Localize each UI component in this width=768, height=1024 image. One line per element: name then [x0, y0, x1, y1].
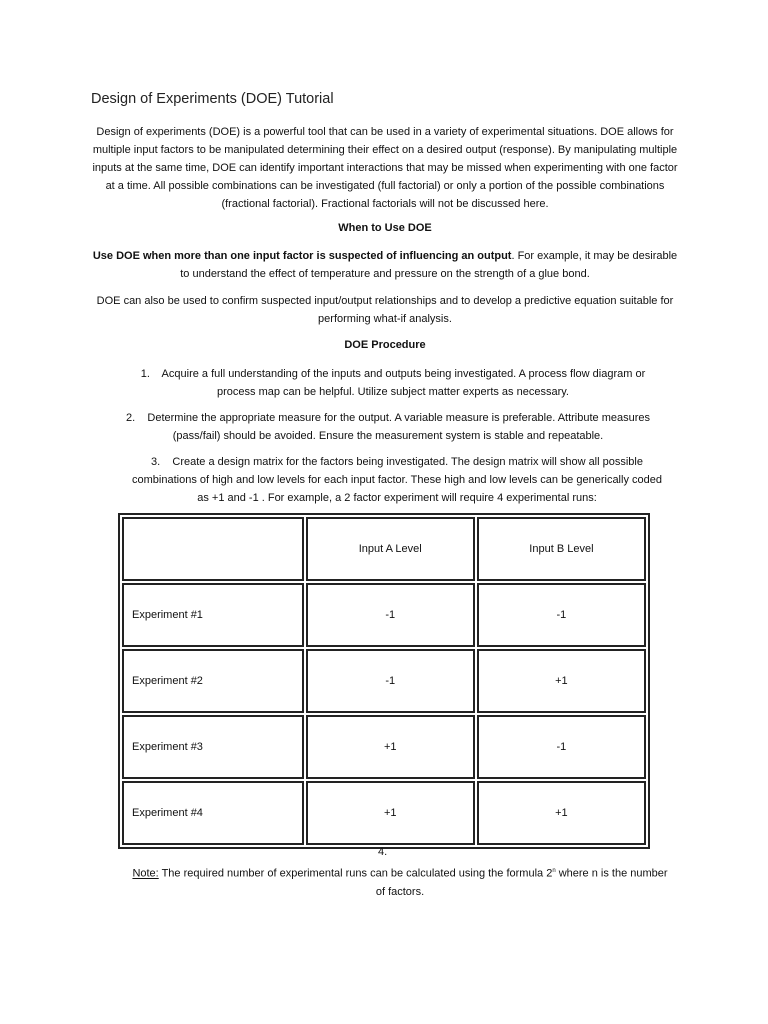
- step-text: Create a design matrix for the factors being investigated. The design matrix will show all possible combinations of high and low levels for each input factor. These high and low levels can be generically coded as +1 and -1 . For example, a 2 factor experiment will require 4 experimental runs:: [132, 456, 662, 504]
- procedure-step-1: [128, 365, 658, 401]
- note-label: Note:: [132, 867, 159, 880]
- note-exponent: n: [552, 868, 556, 874]
- table-row: [122, 781, 646, 845]
- step-4-number: 4.: [378, 846, 388, 858]
- table-header-cell: [122, 517, 304, 581]
- table-cell: +1: [306, 781, 475, 845]
- table-cell: -1: [477, 715, 646, 779]
- procedure-step-2: [118, 409, 658, 445]
- table-cell: +1: [477, 649, 646, 713]
- note-paragraph: [130, 862, 670, 901]
- page-title: Design of Experiments (DOE) Tutorial: [91, 91, 334, 107]
- table-cell: Experiment #3: [122, 715, 304, 779]
- table-cell: -1: [306, 583, 475, 647]
- table-cell: +1: [477, 781, 646, 845]
- table-header-cell: Input A Level: [306, 517, 475, 581]
- table-row: [122, 649, 646, 713]
- design-matrix-table: [118, 513, 650, 849]
- table-cell: +1: [306, 715, 475, 779]
- when-to-use-paragraph: [90, 247, 680, 283]
- table-cell: Experiment #1: [122, 583, 304, 647]
- table-header-row: [122, 517, 646, 581]
- table-row: [122, 715, 646, 779]
- step-number: 1.: [140, 368, 150, 380]
- step-number: 3.: [150, 456, 161, 468]
- step-number: 2.: [125, 412, 136, 424]
- confirm-paragraph: DOE can also be used to confirm suspected input/output relationships and to develop a predictive equation suitable for performing what-if analysis.: [96, 295, 674, 325]
- step-text: Determine the appropriate measure for the output. A variable measure is preferable. Attribute measures (pass/fail) should be avoided. Ensure the measurement system is stable and repeatable.: [147, 412, 651, 442]
- step-text: Acquire a full understanding of the inputs and outputs being investigated. A process flow diagram or process map can be helpful. Utilize subject matter experts as necessary.: [161, 368, 646, 398]
- table-header-cell: Input B Level: [477, 517, 646, 581]
- intro-paragraph: Design of experiments (DOE) is a powerful tool that can be used in a variety of experimental situations. DOE allows for multiple input factors to be manipulated determining their effect on a desired output (response). By manipulating multiple inputs at the same time, DOE can identify important interactions that may be missed when experimenting with one factor at a time. All possible combinations can be investigated (full factorial) or only a portion of the possible combinations (fractional factorial). Fractional factorials will not be discussed here.: [92, 126, 678, 210]
- note-text: The required number of experimental runs can be calculated using the formula 2: [158, 867, 553, 880]
- table-row: [122, 583, 646, 647]
- procedure-step-3: [132, 453, 662, 507]
- procedure-heading: DOE Procedure: [344, 339, 426, 351]
- table-cell: -1: [477, 583, 646, 647]
- when-to-use-heading: When to Use DOE: [338, 222, 432, 234]
- table-cell: Experiment #4: [122, 781, 304, 845]
- note-text-end: where n is the number of factors.: [375, 867, 668, 898]
- when-bold-text: Use DOE when more than one input factor is suspected of influencing an output: [92, 250, 512, 262]
- table-cell: -1: [306, 649, 475, 713]
- when-rest-text: . For example, it may be desirable to understand the effect of temperature and pressure on the strength of a glue bond.: [180, 250, 678, 280]
- table-cell: Experiment #2: [122, 649, 304, 713]
